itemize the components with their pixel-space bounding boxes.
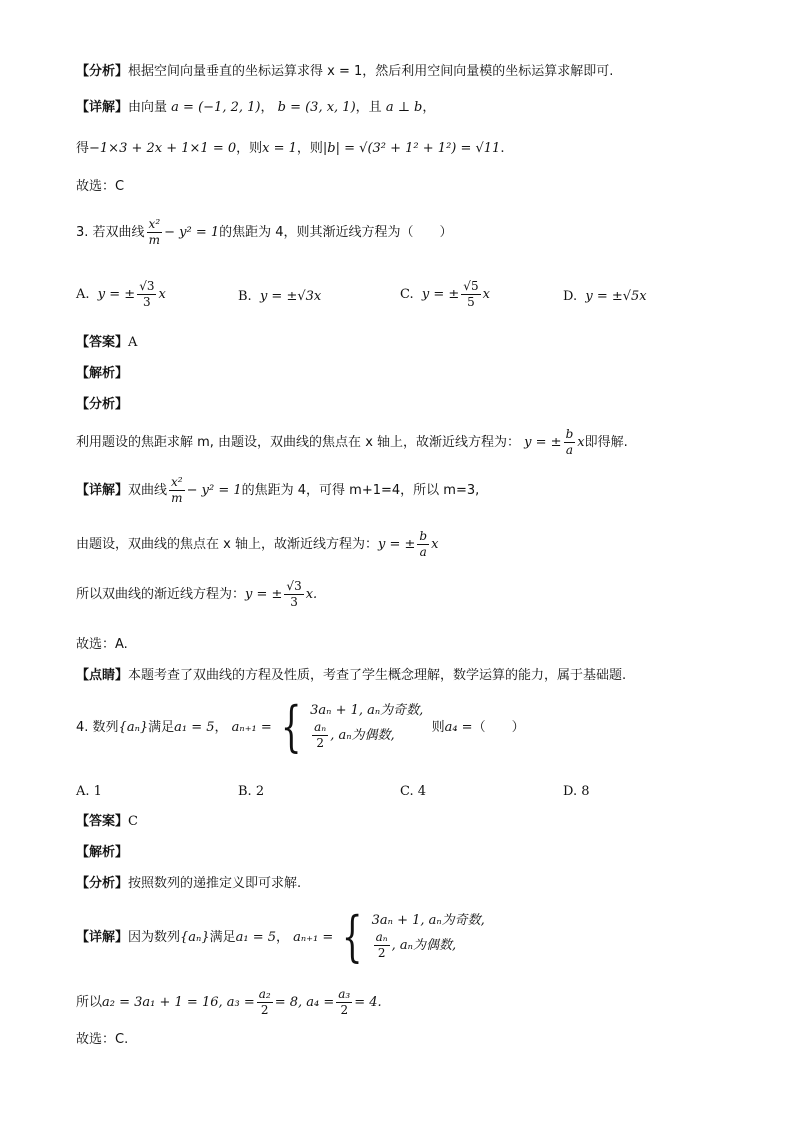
answer-q3 <box>76 336 137 349</box>
detail-text: 由向量 <box>128 100 168 115</box>
fraction-num: aₙ <box>314 719 327 734</box>
recurrence-lhs: aₙ₊₁ = <box>231 719 272 735</box>
analysis-text: 根据空间向量垂直的坐标运算求得 x = 1，然后利用空间向量模的坐标运算求解即可. <box>128 64 614 79</box>
choice-line-q4: 故选：C. <box>76 1032 129 1047</box>
detail-line-q3 <box>76 476 479 505</box>
option-expr: x <box>158 287 166 303</box>
text: 所以 <box>76 995 103 1011</box>
option-label: C. <box>400 287 414 303</box>
jiexi-tag: 【解析】 <box>76 845 129 860</box>
question-3 <box>76 218 453 247</box>
detail-body <box>76 905 485 968</box>
detail-text: 由题设，双曲线的焦点在 x 轴上，故渐近线方程为： <box>76 537 378 553</box>
detail-text: 因为数列 <box>128 929 181 945</box>
blank: （ ） <box>472 719 525 735</box>
detail-text: 满足 <box>209 929 236 945</box>
case-odd: 3aₙ + 1, aₙ为奇数, <box>310 702 424 718</box>
fraction-num: √3 <box>139 279 155 293</box>
answer-tag: 【答案】 <box>76 814 129 829</box>
question-4 <box>76 695 525 758</box>
analysis-text: 即得解. <box>584 435 628 451</box>
question-4-prefix: 4. 数列 <box>76 719 119 735</box>
option-d[interactable] <box>563 289 647 304</box>
fraction <box>257 988 273 1017</box>
case-even-text: , aₙ为偶数, <box>391 938 457 953</box>
expr: a₂ = 3a₁ + 1 = 16, a₃ = <box>102 995 255 1011</box>
case-even-text: , aₙ为偶数, <box>330 728 395 743</box>
text: 满足 <box>148 719 175 735</box>
analysis-line-q2 <box>76 65 613 78</box>
analysis-tag: 【分析】 <box>76 876 129 891</box>
cases <box>372 914 485 960</box>
period: . <box>500 141 505 156</box>
analysis-tag: 【分析】 <box>76 397 129 412</box>
detail-text: 所以双曲线的渐近线方程为： <box>76 587 246 603</box>
detail-tag: 【详解】 <box>76 929 129 945</box>
fraction <box>564 428 576 457</box>
modulus-expr: |b| = √(3² + 1² + 1²) = √11 <box>322 141 501 156</box>
asymptote-expr: x <box>577 435 585 451</box>
answer-tag: 【答案】 <box>76 335 129 350</box>
asymptote-expr: x <box>431 537 439 553</box>
detail-line-q3-c <box>76 580 317 609</box>
separator: ， <box>214 719 228 735</box>
answer-q4 <box>76 815 138 828</box>
option-label: D. <box>563 289 578 304</box>
fraction-num: x² <box>171 475 183 489</box>
fraction <box>169 476 185 505</box>
fraction <box>461 280 480 309</box>
note-line-q3 <box>76 669 626 682</box>
detail-tag: 【详解】 <box>76 100 129 115</box>
fraction-den: a <box>419 544 427 559</box>
fraction <box>312 721 328 750</box>
sequence: {aₙ} <box>118 719 149 735</box>
fraction-den: 5 <box>467 294 475 309</box>
computation-line-q4 <box>76 988 382 1017</box>
option-c[interactable]: C. 4 <box>400 784 427 799</box>
dot-product-eq: −1×3 + 2x + 1×1 = 0 <box>89 141 237 156</box>
detail-text: 双曲线 <box>128 483 168 499</box>
fraction <box>336 988 352 1017</box>
perpendicular-expr: a ⊥ b <box>385 100 423 115</box>
fraction-den: 3 <box>290 594 298 609</box>
fraction-den: 2 <box>316 735 324 750</box>
initial-term: a₁ = 5 <box>174 719 215 735</box>
asymptote-expr: y = ± <box>524 435 562 451</box>
jiexi-tag: 【解析】 <box>76 366 129 381</box>
text: ，则 <box>236 141 263 156</box>
initial-term: a₁ = 5 <box>235 929 276 945</box>
fraction-num: b <box>565 427 574 441</box>
option-expr: y = ± <box>421 287 460 303</box>
x-value: x = 1 <box>262 141 297 156</box>
option-a[interactable] <box>76 280 166 309</box>
fraction-den: m <box>148 232 161 247</box>
text: 得 <box>76 141 90 156</box>
detail-text: 的焦距为 4，可得 m+1=4，所以 m=3, <box>241 483 480 499</box>
text: 则 <box>431 719 445 735</box>
fraction-num: a₂ <box>258 987 271 1001</box>
detail-line-q2 <box>76 101 435 114</box>
detail-tag: 【详解】 <box>76 483 129 499</box>
case-odd: 3aₙ + 1, aₙ为奇数, <box>371 912 485 928</box>
vector-b-expr: b = (3, x, 1) <box>277 100 356 115</box>
asymptote-expr: x. <box>305 587 318 603</box>
fraction <box>417 530 429 559</box>
fraction-num: aₙ <box>375 929 388 944</box>
choice-line-q2: 故选：C <box>76 179 125 194</box>
fraction-den: 2 <box>377 945 386 960</box>
fraction-den: 2 <box>260 1002 269 1017</box>
option-expr: x <box>482 287 490 303</box>
fraction <box>137 280 156 309</box>
detail-line-q3-b <box>76 530 438 559</box>
option-b[interactable] <box>238 289 321 304</box>
separator: ， <box>276 929 290 945</box>
question-3-suffix: 的焦距为 4，则其渐近线方程为（ ） <box>219 225 453 241</box>
equation: − y² = 1 <box>186 483 242 499</box>
fraction <box>374 931 390 960</box>
note-tag: 【点睛】 <box>76 668 129 683</box>
fraction-den: 3 <box>143 294 151 309</box>
option-label: B. <box>238 289 252 304</box>
choice-line-q3: 故选：A. <box>76 637 128 652</box>
option-c[interactable] <box>400 280 490 309</box>
case-even <box>310 721 423 750</box>
asymptote-expr: y = ± <box>377 537 416 553</box>
option-b[interactable]: B. 2 <box>238 784 265 799</box>
text: ，则 <box>296 141 323 156</box>
detail-line-q4 <box>76 905 485 968</box>
fraction-den: m <box>171 490 183 505</box>
fraction-num: √3 <box>286 579 302 593</box>
target-term: a₄ = <box>444 719 473 735</box>
fraction-num: x² <box>148 217 161 231</box>
option-d[interactable]: D. 8 <box>563 784 590 799</box>
case-even <box>372 931 485 960</box>
answer-value: C <box>128 814 138 829</box>
option-a[interactable]: A. 1 <box>76 784 102 799</box>
asymptote-expr: y = ± <box>245 587 283 603</box>
analysis-line-q3 <box>76 428 628 457</box>
question-3-prefix: 3. 若双曲线 <box>76 225 145 241</box>
fraction-num: √5 <box>463 279 479 293</box>
expr: = 4. <box>354 995 382 1011</box>
equation: − y² = 1 <box>164 225 220 241</box>
option-label: A. <box>76 287 90 303</box>
answer-value: A <box>128 335 138 350</box>
left-brace: { <box>342 905 363 968</box>
vector-a-expr: a = (−1, 2, 1) <box>171 100 261 115</box>
fraction <box>147 218 163 247</box>
option-expr: y = ± <box>97 287 136 303</box>
detail-text: ，且 <box>355 100 382 115</box>
recurrence-lhs: aₙ₊₁ = <box>293 929 334 945</box>
fraction <box>284 580 303 609</box>
expr: = 8, a₄ = <box>274 995 335 1011</box>
analysis-text: 按照数列的递推定义即可求解. <box>128 876 302 891</box>
option-expr: y = ±√3x <box>259 289 322 304</box>
computation-line-q2 <box>76 142 504 155</box>
fraction-den: 2 <box>340 1002 349 1017</box>
analysis-tag: 【分析】 <box>76 64 129 79</box>
cases <box>310 704 423 750</box>
fraction-den: a <box>565 442 573 457</box>
question-4-body <box>76 695 525 758</box>
separator: ， <box>260 100 274 115</box>
sequence: {aₙ} <box>180 929 210 945</box>
fraction-num: b <box>419 529 428 543</box>
separator: ， <box>422 100 436 115</box>
fraction-num: a₃ <box>338 987 351 1001</box>
analysis-line-q4 <box>76 877 301 890</box>
note-text: 本题考查了双曲线的方程及性质，考查了学生概念理解，数学运算的能力，属于基础题. <box>128 668 627 683</box>
analysis-text: 利用题设的焦距求解 m, 由题设，双曲线的焦点在 x 轴上，故渐近线方程为： <box>76 435 521 451</box>
left-brace: { <box>280 695 302 758</box>
option-expr: y = ±√5x <box>585 289 647 304</box>
